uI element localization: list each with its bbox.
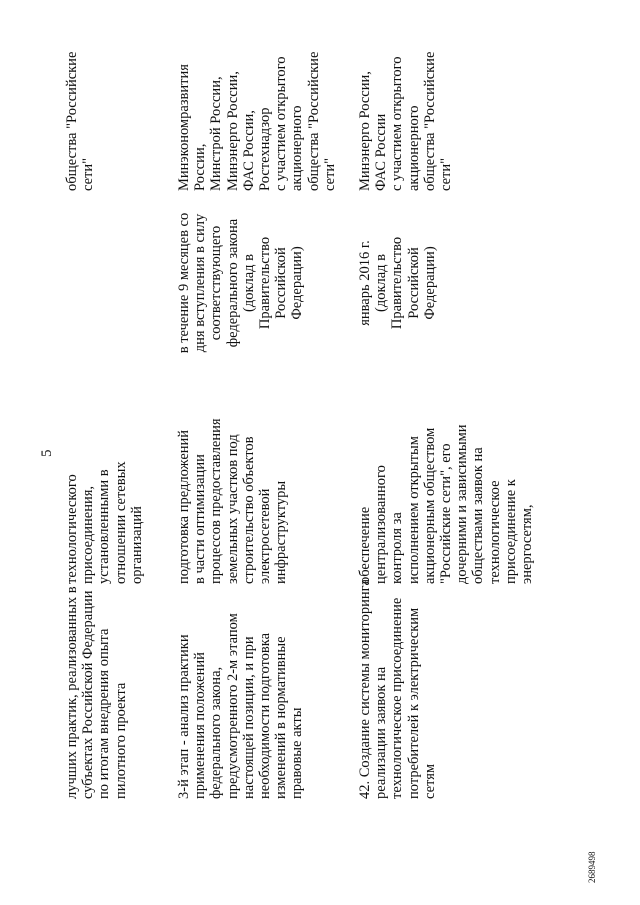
cell-text-line: Российской: [405, 247, 422, 319]
cell-text-line: общества "Российские: [64, 51, 80, 191]
cell-text-line: федерального закона,: [208, 666, 225, 799]
cell-text-line: дня вступления в силу: [192, 213, 209, 353]
cell-text-line: ФАС России: [373, 113, 390, 191]
cell-text-line: технологическое: [486, 480, 503, 584]
cell-text-line: (доклад в: [373, 253, 390, 313]
cell-text-line: дочерними и зависимыми: [454, 424, 471, 584]
cell-text-line: Российской: [273, 247, 290, 319]
action-cell: [357, 579, 438, 799]
deadline-cell: [357, 195, 438, 371]
cell-text-line: земельных участков под: [224, 434, 241, 584]
cell-text-line: обеспечение: [357, 506, 373, 584]
cell-text-line: сети": [321, 157, 338, 191]
measure-cell: [176, 376, 289, 584]
cell-text-line: акционерного: [289, 105, 306, 191]
responsible-cell: [176, 31, 338, 191]
cell-text-line: 42. Создание системы мониторинга: [357, 579, 373, 799]
action-cell: [64, 587, 129, 799]
cell-text-line: установленными в: [96, 469, 113, 584]
cell-text-line: в части оптимизации: [192, 454, 209, 584]
responsible-cell: [357, 31, 454, 191]
cell-text-line: энергосетям,: [519, 504, 536, 584]
cell-text-line: в течение 9 месяцев со: [176, 212, 192, 354]
cell-text-line: России,: [192, 143, 209, 191]
cell-text-line: акционерного: [405, 105, 422, 191]
cell-text-line: Минэкономразвития: [176, 64, 192, 191]
cell-text-line: присоединения,: [80, 485, 97, 584]
cell-text-line: по итогам внедрения опыта: [96, 628, 113, 799]
responsible-cell: [64, 31, 96, 191]
cell-text-line: подготовка предложений: [176, 429, 192, 584]
cell-text-line: потребителей к электрическим: [405, 607, 422, 799]
cell-text-line: субъектах Российской Федерации: [80, 590, 97, 799]
cell-text-line: правовые акты: [289, 707, 306, 799]
cell-text-line: Правительство: [257, 236, 274, 330]
cell-text-line: технологическое присоединение: [389, 597, 406, 799]
cell-text-line: изменений в нормативные: [273, 636, 290, 799]
measure-cell: [357, 376, 535, 584]
cell-text-line: общества "Российские: [305, 51, 322, 191]
cell-text-line: отношении сетевых: [112, 461, 129, 584]
cell-text-line: необходимости подготовка: [257, 633, 274, 799]
cell-text-line: акционерным обществом: [421, 427, 438, 584]
cell-text-line: сети": [80, 157, 97, 191]
cell-text-line: обществами заявок на: [470, 447, 487, 584]
cell-text-line: Минэнерго России,: [224, 71, 241, 191]
cell-text-line: Правительство: [389, 236, 406, 330]
cell-text-line: с участием открытого: [389, 56, 406, 191]
document-id: 2689498: [587, 851, 597, 883]
cell-text-line: настоящей позиции, и при: [240, 636, 257, 799]
cell-text-line: федерального закона: [224, 218, 241, 348]
cell-text-line: пилотного проекта: [112, 682, 129, 799]
deadline-cell: [176, 195, 306, 371]
cell-text-line: предусмотренного 2-м этапом: [224, 613, 241, 799]
cell-text-line: контроля за: [389, 512, 406, 584]
cell-text-line: ФАС России,: [240, 110, 257, 191]
cell-text-line: строительство объектов: [240, 436, 257, 584]
cell-text-line: инфраструктуры: [273, 480, 290, 584]
action-cell: [176, 587, 306, 799]
cell-text-line: Федерации): [289, 246, 306, 320]
cell-text-line: Минэнерго России,: [357, 71, 373, 191]
cell-text-line: январь 2016 г.: [357, 240, 373, 326]
cell-text-line: Федерации): [421, 246, 438, 320]
cell-text-line: лучших практик, реализованных в: [64, 586, 80, 799]
cell-text-line: общества "Российские: [421, 51, 438, 191]
cell-text-line: электросетевой: [257, 488, 274, 584]
measure-cell: [64, 376, 145, 584]
cell-text-line: соответствующего: [208, 225, 225, 341]
cell-text-line: применения положений: [192, 652, 209, 799]
cell-text-line: технологического: [64, 474, 80, 584]
cell-text-line: 3-й этап - анализ практики: [176, 634, 192, 799]
cell-text-line: сети": [438, 157, 455, 191]
cell-text-line: исполнением открытым: [405, 436, 422, 584]
cell-text-line: реализации заявок на: [373, 666, 390, 799]
page-number: 5: [39, 449, 55, 457]
cell-text-line: (доклад в: [240, 253, 257, 313]
cell-text-line: Минстрой России,: [208, 76, 225, 191]
cell-text-line: централизованного: [373, 465, 390, 584]
cell-text-line: присоединение к: [502, 479, 519, 584]
cell-text-line: Ростехнадзор: [257, 107, 274, 191]
cell-text-line: "Российские сети", его: [438, 443, 455, 584]
cell-text-line: с участием открытого: [273, 56, 290, 191]
cell-text-line: сетям: [421, 763, 438, 799]
cell-text-line: процессов предоставления: [208, 418, 225, 584]
cell-text-line: организаций: [128, 506, 145, 584]
